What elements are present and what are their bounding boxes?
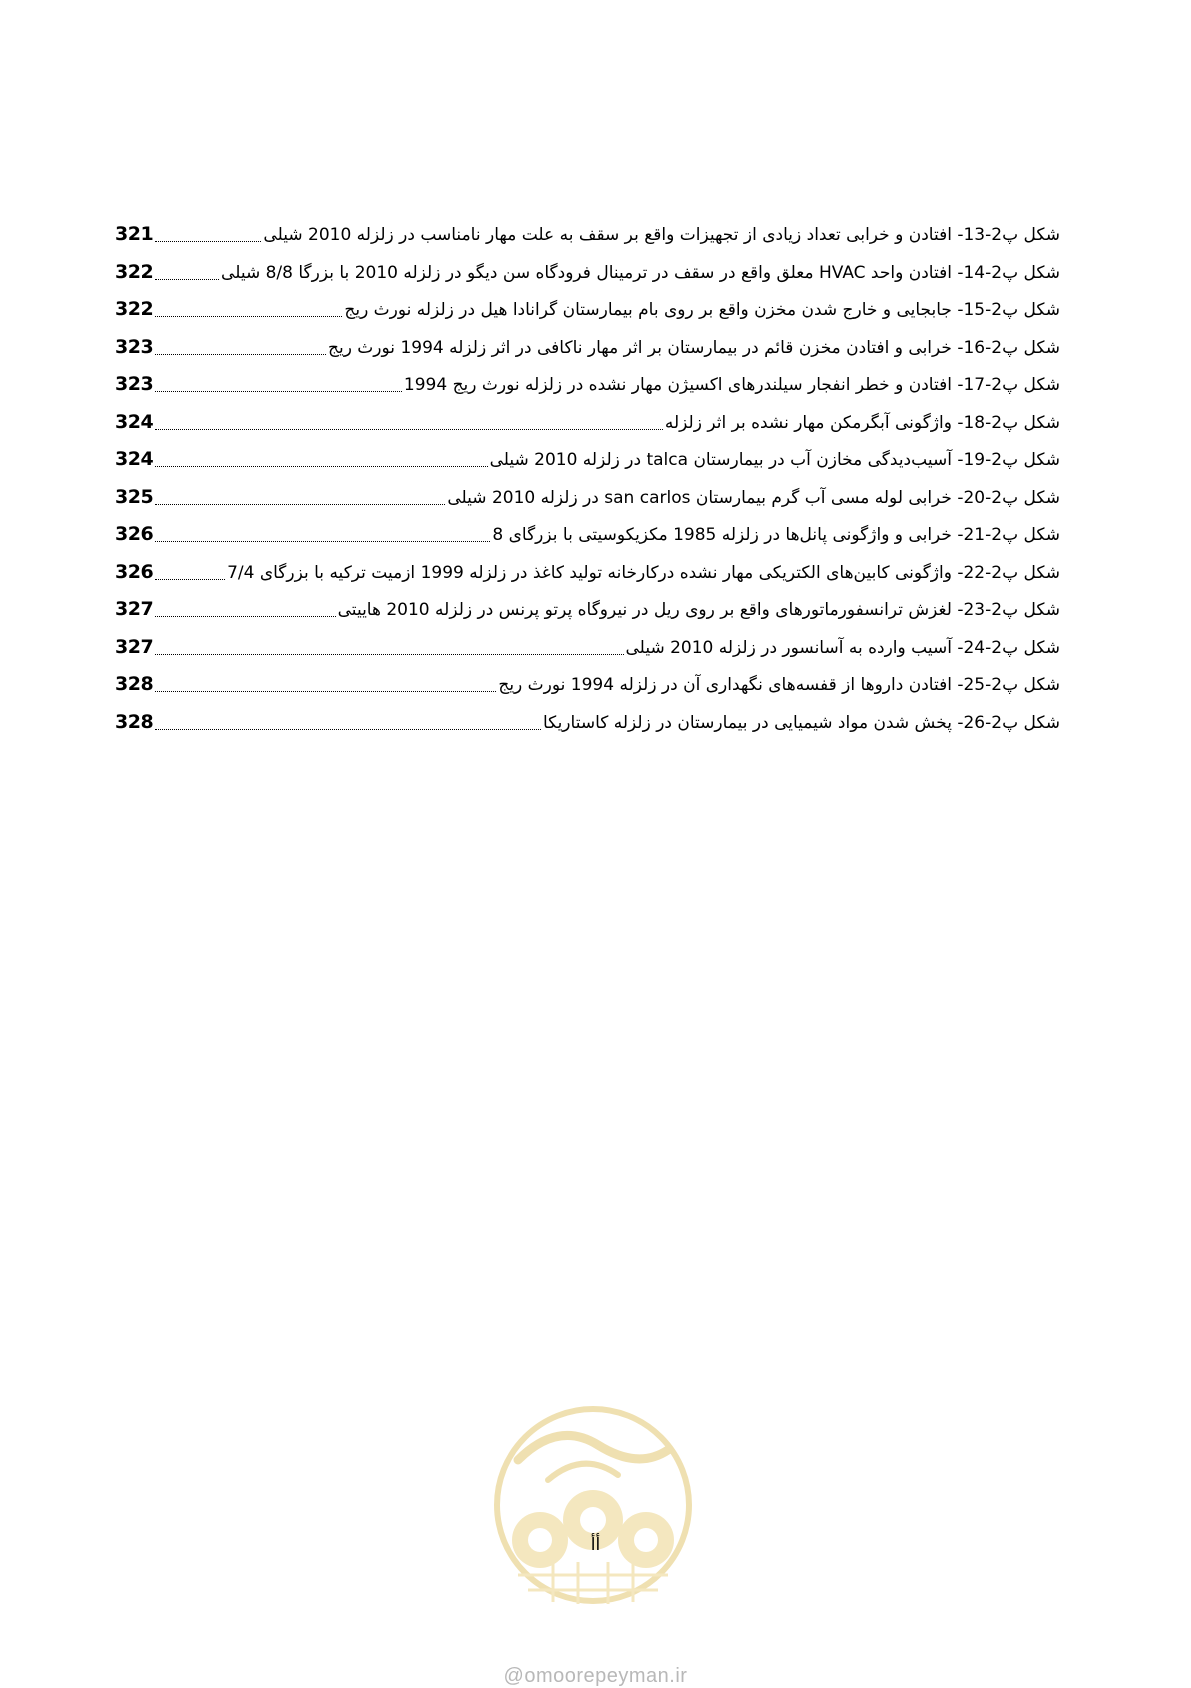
dot-leader bbox=[155, 691, 496, 692]
page-number: أأ bbox=[590, 1535, 601, 1555]
dot-leader bbox=[155, 241, 261, 242]
toc-entry[interactable] bbox=[115, 479, 1060, 517]
toc-entry[interactable] bbox=[115, 516, 1060, 554]
dot-leader bbox=[155, 391, 402, 392]
toc-entry-title: شکل پ2-19- آسیب‌دیدگی مخازن آب در بیمارستان talca در زلزله 2010 شیلی bbox=[489, 450, 1060, 470]
dot-leader bbox=[155, 654, 623, 655]
watermark-caption: @omoorepeyman.ir bbox=[503, 1665, 688, 1687]
toc-entry-page: 324 bbox=[115, 448, 154, 470]
toc-entry-title: شکل پ2-17- افتادن و خطر انفجار سیلندرهای اکسیژن مهار نشده در زلزله نورث ریج 1994 bbox=[403, 375, 1060, 395]
toc-entry[interactable] bbox=[115, 404, 1060, 442]
table-of-figures bbox=[115, 216, 1060, 741]
toc-entry-page: 323 bbox=[115, 335, 154, 358]
toc-entry-title: شکل پ2-13- افتادن و خرابی تعداد زیادی از تجهیزات واقع بر سقف به علت مهار نامناسب در زلزله 2010 شیلی bbox=[263, 225, 1060, 245]
toc-entry-title: شکل پ2-25- افتادن داروها از قفسه‌های نگهداری آن در زلزله 1994 نورث ریج bbox=[498, 675, 1060, 695]
toc-entry[interactable] bbox=[115, 254, 1060, 292]
dot-leader bbox=[155, 429, 663, 430]
dot-leader bbox=[155, 616, 335, 617]
toc-entry-title: شکل پ2-24- آسیب وارده به آسانسور در زلزله 2010 شیلی bbox=[625, 637, 1060, 658]
toc-entry[interactable] bbox=[115, 591, 1060, 629]
toc-entry-page: 327 bbox=[115, 598, 154, 620]
dot-leader bbox=[155, 354, 326, 355]
toc-entry-title: شکل پ2-14- افتادن واحد HVAC معلق واقع در سقف در ترمینال فرودگاه سن دیگو در زلزله 2010 با بزرگا 8/8 شیلی bbox=[221, 262, 1060, 283]
toc-entry-title: شکل پ2-20- خرابی لوله مسی آب گرم بیمارستان san carlos در زلزله 2010 شیلی bbox=[447, 487, 1060, 508]
toc-entry-page: 323 bbox=[115, 373, 154, 395]
dot-leader bbox=[155, 729, 541, 730]
toc-entry-title: شکل پ2-26- پخش شدن مواد شیمیایی در بیمارستان در زلزله کاستاریکا bbox=[543, 712, 1060, 733]
toc-entry[interactable] bbox=[115, 666, 1060, 704]
toc-entry-page: 324 bbox=[115, 410, 154, 433]
toc-entry-title: شکل پ2-21- خرابی و واژگونی پانل‌ها در زلزله 1985 مکزیکوسیتی با بزرگای 8 bbox=[492, 525, 1060, 545]
toc-entry-page: 325 bbox=[115, 485, 154, 508]
toc-entry[interactable] bbox=[115, 554, 1060, 592]
toc-entry-title: شکل پ2-16- خرابی و افتادن مخزن قائم در بیمارستان بر اثر مهار ناکافی در اثر زلزله 1994 نورث ریج bbox=[327, 337, 1060, 358]
toc-entry[interactable] bbox=[115, 329, 1060, 367]
toc-entry-page: 322 bbox=[115, 260, 154, 283]
toc-entry-title: شکل پ2-15- جابجایی و خارج شدن مخزن واقع بر روی بام بیمارستان گرانادا هیل در زلزله نورث ریج bbox=[344, 300, 1060, 320]
toc-entry-title: شکل پ2-23- لغزش ترانسفورماتورهای واقع بر روی ریل در نیروگاه پرتو پرنس در زلزله 2010 هاییتی bbox=[337, 600, 1060, 620]
toc-entry[interactable] bbox=[115, 629, 1060, 667]
toc-entry[interactable] bbox=[115, 704, 1060, 742]
toc-entry-title: شکل پ2-22- واژگونی کابین‌های الکتریکی مهار نشده درکارخانه تولید کاغذ در زلزله 1999 ازمیت ترکیه با بزرگای 7/4 bbox=[227, 562, 1060, 583]
toc-entry-title: شکل پ2-18- واژگونی آبگرمکن مهار نشده بر اثر زلزله bbox=[664, 412, 1060, 433]
toc-entry[interactable] bbox=[115, 366, 1060, 404]
dot-leader bbox=[155, 579, 225, 580]
toc-entry-page: 322 bbox=[115, 298, 154, 320]
toc-entry-page: 321 bbox=[115, 223, 154, 245]
toc-entry[interactable] bbox=[115, 441, 1060, 479]
toc-entry-page: 328 bbox=[115, 673, 154, 695]
toc-entry-page: 328 bbox=[115, 710, 154, 733]
toc-entry-page: 326 bbox=[115, 560, 154, 583]
dot-leader bbox=[155, 541, 490, 542]
dot-leader bbox=[155, 466, 487, 467]
toc-entry[interactable] bbox=[115, 291, 1060, 329]
toc-entry-page: 326 bbox=[115, 523, 154, 545]
watermark-logo bbox=[478, 1390, 708, 1620]
dot-leader bbox=[155, 504, 445, 505]
dot-leader bbox=[155, 316, 342, 317]
dot-leader bbox=[155, 279, 219, 280]
toc-entry[interactable] bbox=[115, 216, 1060, 254]
toc-entry-page: 327 bbox=[115, 635, 154, 658]
